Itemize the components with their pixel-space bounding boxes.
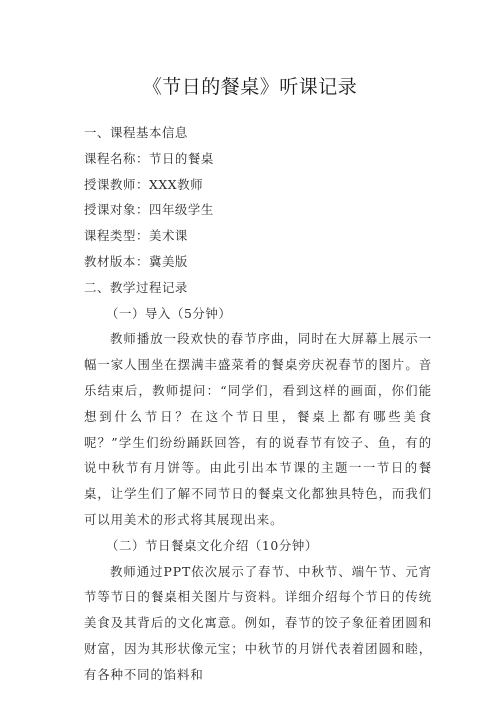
paragraph-culture: 教师通过PPT依次展示了春节、中秋节、端午节、元宵节等节日的餐桌相关图片与资料。详细介绍每个节日的传统美食及其背后的文化寓意。例如，春节的饺子象征着团圆和财富，因为其形状像元宝；中秋节的月饼代表着团圆和睦，有各种不同的馅料和 xyxy=(84,563,432,682)
course-teacher: 授课教师：XXX教师 xyxy=(84,176,204,192)
subheading-introduction: （一）导入（5分钟） xyxy=(106,305,232,321)
course-audience: 授课对象：四年级学生 xyxy=(84,202,214,218)
section-heading-process: 二、教学过程记录 xyxy=(84,279,188,295)
document-body xyxy=(84,120,432,688)
paragraph-introduction: 教师播放一段欢快的春节序曲，同时在大屏幕上展示一幅一家人围坐在摆满丰盛菜肴的餐桌旁庆祝春节的图片。音乐结束后，教师提问：“同学们，看到这样的画面，你们能想到什么节日？在这个节日里，餐桌上都有哪些美食呢？”学生们纷纷踊跃回答，有的说春节有饺子、鱼，有的说中秋节有月饼等。由此引出本节课的主题一一节日的餐桌，让学生们了解不同节日的餐桌文化都独具特色，而我们可以用美术的形式将其展现出来。 xyxy=(84,331,432,527)
textbook-edition: 教材版本：冀美版 xyxy=(84,253,188,269)
document-title: 《节日的餐桌》听课记录 xyxy=(142,76,358,98)
course-name: 课程名称：节日的餐桌 xyxy=(84,150,214,166)
subheading-culture: （二）节日餐桌文化介绍（10分钟） xyxy=(106,537,318,553)
course-type: 课程类型：美术课 xyxy=(84,228,188,244)
section-heading-basic-info: 一、课程基本信息 xyxy=(84,125,188,140)
